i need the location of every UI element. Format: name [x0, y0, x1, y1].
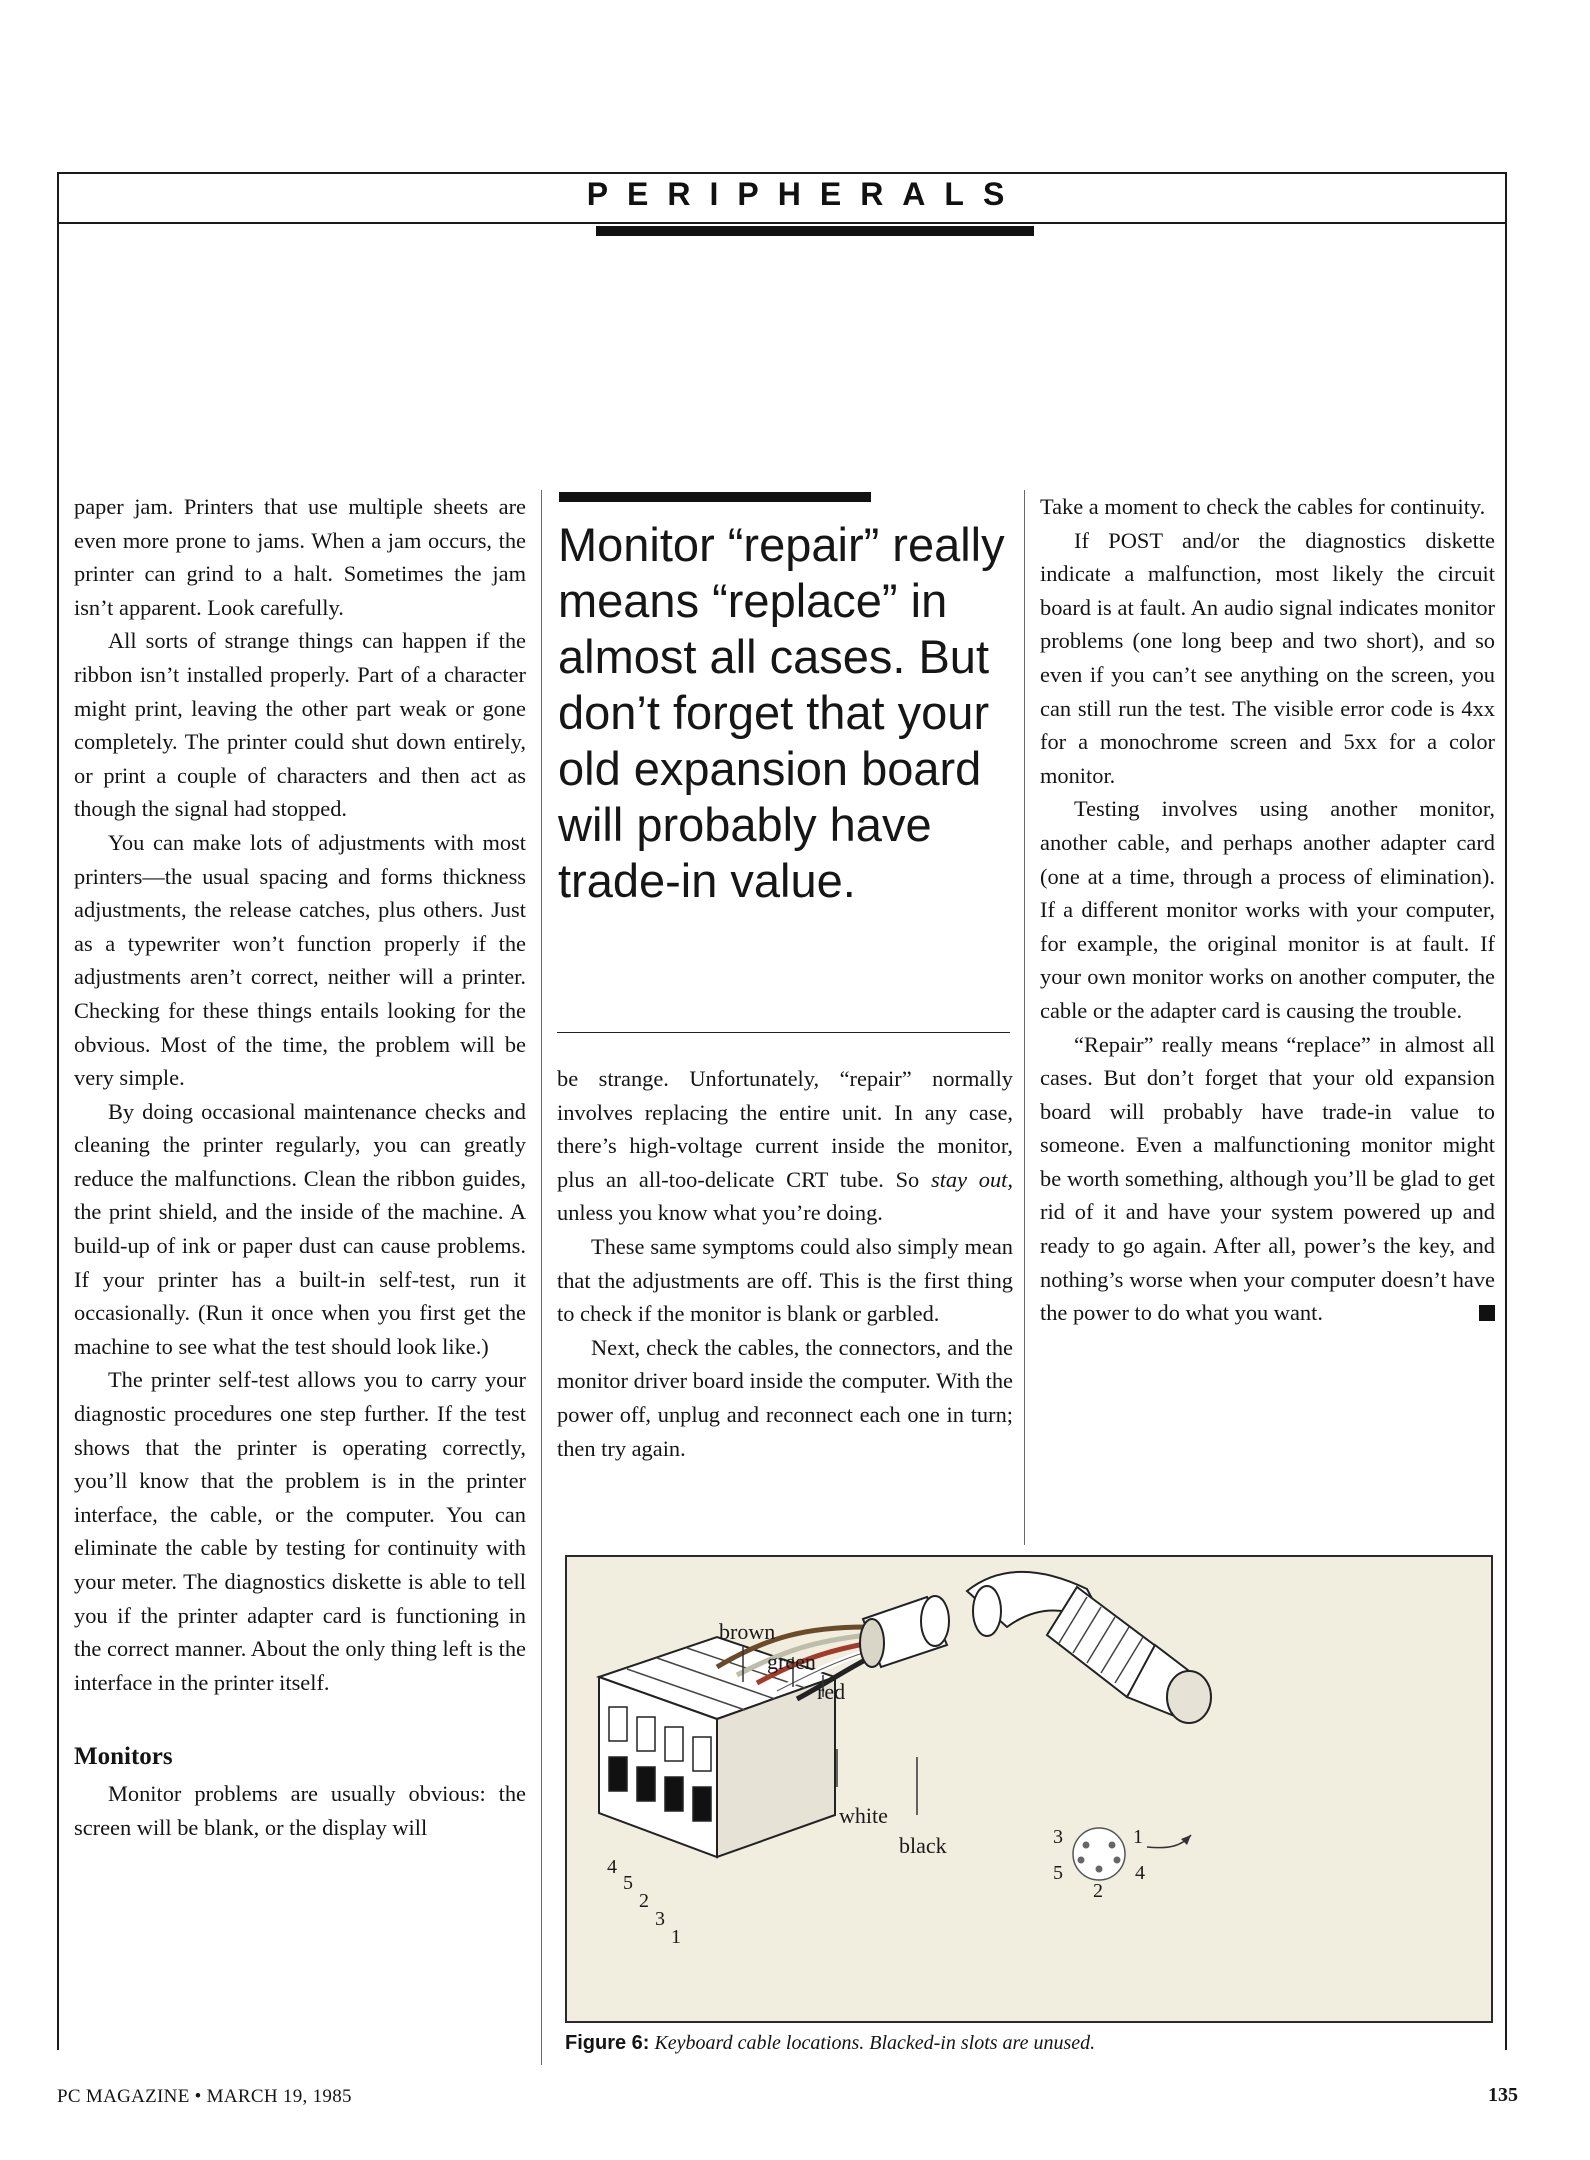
din-pin-2: 2: [1093, 1880, 1103, 1902]
header-bar: [596, 226, 1034, 236]
col1-paragraph-1: paper jam. Printers that use multiple sheets are even more prone to jams. When a jam occurs, the printer can grind to a halt. Sometimes the jam isn’t apparent. Look carefully.: [74, 494, 526, 620]
col2-paragraph-1: [557, 1062, 1013, 1230]
col2-paragraph-1-start: be strange. Unfortunately, “repair” normally involves replacing the entire unit. In any case, there’s high-voltage current inside the monitor, plus an all-too-delicate CRT tube. So: [557, 1066, 1013, 1192]
label-black: black: [899, 1833, 947, 1858]
col3-paragraph-1: Take a moment to check the cables for continuity.: [1040, 494, 1486, 519]
label-red: red: [817, 1679, 846, 1704]
figure-caption: [565, 2030, 1495, 2056]
pull-quote-bar: [559, 492, 871, 502]
label-green: green: [767, 1649, 816, 1674]
keyboard-cable-figure: [565, 1555, 1493, 2023]
header-rule: [57, 222, 1507, 224]
column-2: [557, 1062, 1013, 1465]
din-pin-3: 3: [1053, 1826, 1063, 1848]
pull-quote: Monitor “repair” really means “replace” in almost all cases. But don’t forget that your old expansion board will probably have trade-in value.: [558, 518, 1005, 907]
connector-pin-1: 1: [671, 1926, 681, 1948]
din-pin-1: 1: [1133, 1826, 1143, 1848]
din-pin-5: 5: [1053, 1862, 1063, 1884]
col1-paragraph-5: The printer self-test allows you to carry your diagnostic procedures one step further. If the test shows that the printer is operating correctly, you’ll know that the problem is in the printer interface, the cable, or the computer. You can eliminate the cable by testing for continuity with your meter. The diagnostics diskette is able to tell you if the printer adapter card is functioning in the correct manner. About the only thing left is the interface in the printer itself.: [74, 1367, 526, 1695]
column-3: [1040, 490, 1495, 1330]
col2-paragraph-3: Next, check the cables, the connectors, and the monitor driver board inside the computer. With the power off, unplug and reconnect each one in turn; then try again.: [557, 1334, 1013, 1461]
col1-paragraph-6: Monitor problems are usually obvious: the screen will be blank, or the display will: [74, 1781, 526, 1840]
col2-paragraph-2: These same symptoms could also simply mean that the adjustments are off. This is the first thing to check if the monitor is blank or garbled.: [557, 1233, 1013, 1327]
monitors-heading: Monitors: [74, 1743, 173, 1771]
col1-paragraph-3: You can make lots of adjustments with most printers—the usual spacing and forms thickness adjustments, the release catches, plus others. Just as a typewriter won’t function properly if the adjustments aren’t correct, neither will a printer. Checking for these things entails looking for the obvious. Most of the time, the problem will be very simple.: [74, 829, 526, 1091]
col1-paragraph-2: All sorts of strange things can happen if the ribbon isn’t installed properly. Part of a character might print, leaving the other part weak or gone completely. The printer could shut down entirely, or print a couple of characters and then act as though the signal had stopped.: [74, 628, 526, 822]
connector-pin-4: 4: [607, 1856, 617, 1878]
column-divider-2: [1024, 490, 1025, 1545]
column-divider-1: [541, 490, 542, 2065]
figure-caption-text: Keyboard cable locations. Blacked-in slots are unused.: [649, 2032, 1096, 2054]
col3-paragraph-3: Testing involves using another monitor, another cable, and perhaps another adapter card (one at a time, through a process of elimination). If a different monitor works with your computer, for example, the original monitor is at fault. If your own monitor works on another computer, the cable or the adapter card is causing the trouble.: [1040, 796, 1495, 1023]
keyboard-cable-illustration: [567, 1557, 1491, 2021]
connector-pin-3: 3: [655, 1908, 665, 1930]
column-1: [74, 490, 526, 1845]
col3-paragraph-2: If POST and/or the diagnostics diskette indicate a malfunction, most likely the circuit board is at fault. An audio signal indicates monitor problems (one long beep and two short), and so even if you can’t see anything on the screen, you can still run the test. The visible error code is 4xx for a monochrome screen and 5xx for a color monitor.: [1040, 527, 1495, 788]
label-white: white: [839, 1803, 888, 1828]
col1-paragraph-4: By doing occasional maintenance checks and cleaning the printer regularly, you can greatly reduce the malfunctions. Clean the ribbon guides, the print shield, and the inside of the machine. A build-up of ink or paper dust can cause problems. If your printer has a built-in self-test, run it occasionally. (Run it once when you first get the machine to see what the test should look like.): [74, 1098, 526, 1359]
label-brown: brown: [719, 1619, 776, 1644]
page-number: 135: [1488, 2084, 1518, 2106]
connector-pin-2: 2: [639, 1890, 649, 1912]
din-pinout-diagram: [1073, 1828, 1191, 1880]
publication-footer: PC MAGAZINE • MARCH 19, 1985: [57, 2086, 352, 2107]
stay-out-emphasis: stay out,: [930, 1166, 1013, 1192]
din-plug: [1047, 1587, 1211, 1723]
connector-pin-5: 5: [623, 1872, 633, 1894]
section-label: PERIPHERALS: [586, 176, 1024, 212]
din-pin-4: 4: [1135, 1862, 1145, 1884]
figure-number: Figure 6:: [565, 2032, 650, 2054]
col2-paragraph-1-end: unless you know what you’re doing.: [557, 1200, 883, 1226]
pull-quote-rule: [557, 1032, 1010, 1033]
cable-segment-near: [860, 1596, 949, 1667]
col3-paragraph-4: [1040, 1028, 1495, 1330]
col3-paragraph-4-text: “Repair” really means “replace” in almost all cases. But don’t forget that your old expansion board will probably have trade-in value to someone. Even a malfunctioning monitor might be worth something, although you’ll be glad to get rid of it and have your system powered up and ready to go again. After all, power’s the key, and nothing’s worse when your computer doesn’t have the power to do what you want.: [1040, 1031, 1495, 1326]
end-of-article-mark: [1479, 1305, 1495, 1321]
